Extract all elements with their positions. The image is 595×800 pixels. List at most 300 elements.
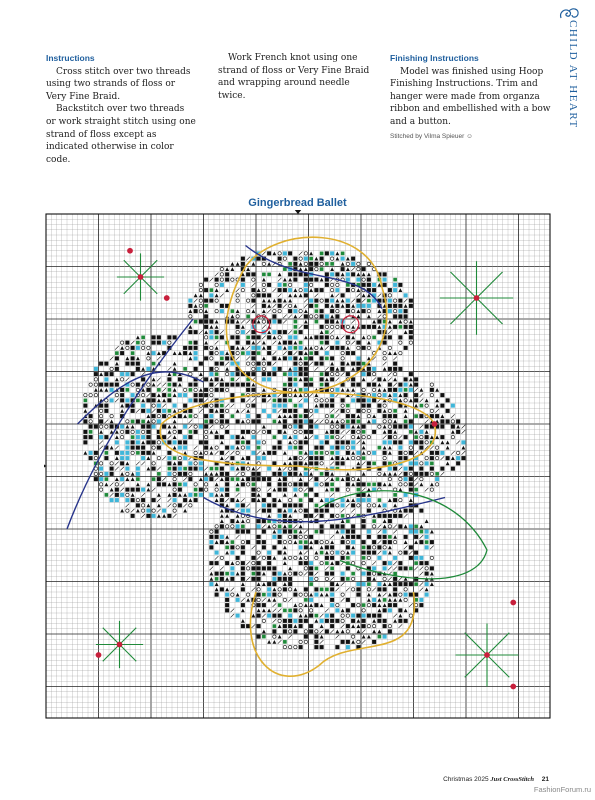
stitch-triangle (388, 472, 392, 476)
stitch-square (241, 262, 245, 266)
stitch-square (120, 461, 124, 465)
stitch-square (194, 467, 198, 471)
stitch-square (173, 482, 177, 486)
stitch-triangle (383, 409, 387, 413)
stitch-circle (341, 357, 344, 360)
stitch-green (304, 357, 308, 361)
stitch-square (162, 482, 166, 486)
stitch-square (246, 456, 250, 460)
stitch-square (346, 288, 350, 292)
stitch-square (220, 540, 224, 544)
stitch-cyan (283, 435, 287, 439)
stitch-circle (262, 362, 265, 365)
stitch-cyan (330, 603, 334, 607)
stitch-square (293, 461, 297, 465)
stitch-slash (420, 588, 424, 592)
stitch-circle (278, 252, 281, 255)
stitch-slash (189, 425, 193, 429)
stitch-triangle (320, 330, 324, 334)
stitch-circle (309, 609, 312, 612)
stitch-triangle (251, 383, 255, 387)
stitch-circle (89, 393, 92, 396)
stitch-cyan (346, 278, 350, 282)
stitch-slash (225, 362, 229, 366)
stitch-cyan (309, 577, 313, 581)
stitch-cyan (372, 566, 376, 570)
stitch-square (367, 461, 371, 465)
stitch-cyan (362, 572, 366, 576)
stitch-cyan (335, 551, 339, 555)
stitch-triangle (115, 435, 119, 439)
stitch-slash (126, 378, 130, 382)
stitch-slash (383, 435, 387, 439)
stitch-square (299, 503, 303, 507)
stitch-triangle (236, 409, 240, 413)
stitch-cyan (131, 393, 135, 397)
stitch-green (220, 357, 224, 361)
stitch-triangle (215, 483, 219, 487)
stitch-cyan (194, 351, 198, 355)
stitch-square (262, 566, 266, 570)
stitch-green (372, 519, 376, 523)
stitch-triangle (314, 393, 318, 397)
stitch-square (225, 356, 229, 360)
stitch-square (152, 498, 156, 502)
stitch-triangle (325, 593, 329, 597)
stitch-square (430, 540, 434, 544)
stitch-triangle (409, 399, 413, 403)
stitch-slash (304, 304, 308, 308)
stitch-square (178, 488, 182, 492)
stitch-circle (194, 425, 197, 428)
stitch-slash (288, 315, 292, 319)
stitch-square (299, 482, 303, 486)
stitch-triangle (183, 509, 187, 513)
stitch-square (341, 640, 345, 644)
stitch-cyan (251, 435, 255, 439)
stitch-triangle (146, 467, 150, 471)
stitch-green (378, 446, 382, 450)
stitch-circle (194, 462, 197, 465)
stitch-square (304, 514, 308, 518)
stitch-cyan (341, 572, 345, 576)
stitch-circle (204, 488, 207, 491)
stitch-cyan (262, 377, 266, 381)
stitch-green (299, 414, 303, 418)
stitch-square (115, 451, 119, 455)
stitch-square (456, 461, 460, 465)
stitch-circle (341, 420, 344, 423)
stitch-square (330, 430, 334, 434)
stitch-slash (241, 320, 245, 324)
stitch-square (115, 493, 119, 497)
stitch-cyan (304, 419, 308, 423)
stitch-circle (252, 367, 255, 370)
stitch-triangle (377, 309, 381, 313)
stitch-circle (325, 577, 328, 580)
stitch-cyan (110, 398, 114, 402)
stitch-triangle (304, 346, 308, 350)
stitch-cyan (246, 351, 250, 355)
stitch-circle (246, 362, 249, 365)
stitch-triangle (320, 603, 324, 607)
stitch-triangle (283, 451, 287, 455)
stitch-square (136, 383, 140, 387)
stitch-green (294, 320, 298, 324)
stitch-triangle (262, 309, 266, 313)
stitch-cyan (183, 393, 187, 397)
stitch-triangle (115, 378, 119, 382)
stitch-circle (430, 472, 433, 475)
stitch-square (330, 624, 334, 628)
stitch-triangle (262, 630, 266, 634)
stitch-green (136, 477, 140, 481)
stitch-square (251, 577, 255, 581)
stitch-circle (215, 488, 218, 491)
stitch-cyan (377, 582, 381, 586)
stitch-triangle (152, 451, 156, 455)
stitch-circle (288, 467, 291, 470)
stitch-square (356, 409, 360, 413)
stitch-circle (262, 441, 265, 444)
stitch-slash (236, 378, 240, 382)
stitch-square (283, 624, 287, 628)
stitch-square (146, 514, 150, 518)
stitch-triangle (299, 472, 303, 476)
stitch-slash (115, 467, 119, 471)
stitch-circle (152, 446, 155, 449)
stitch-triangle (409, 383, 413, 387)
stitch-circle (278, 336, 281, 339)
stitch-green (262, 273, 266, 277)
stitch-square (388, 435, 392, 439)
stitch-square (283, 330, 287, 334)
stitch-square (136, 488, 140, 492)
stitch-circle (362, 561, 365, 564)
stitch-green (257, 351, 261, 355)
stitch-circle (309, 283, 312, 286)
stitch-slash (404, 299, 408, 303)
stitch-slash (278, 409, 282, 413)
stitch-square (314, 335, 318, 339)
snowflake-bottom-right-ray (465, 655, 487, 677)
stitch-square (204, 414, 208, 418)
stitch-cyan (398, 309, 402, 313)
stitch-cyan (409, 425, 413, 429)
stitch-square (131, 440, 135, 444)
stitch-circle (220, 273, 223, 276)
stitch-square (293, 467, 297, 471)
stitch-square (104, 404, 108, 408)
stitch-circle (252, 278, 255, 281)
stitch-square (272, 461, 276, 465)
stitch-triangle (299, 393, 303, 397)
stitch-triangle (225, 588, 229, 592)
stitch-triangle (388, 593, 392, 597)
stitch-green (357, 420, 361, 424)
stitch-circle (283, 645, 286, 648)
stitch-slash (246, 357, 250, 361)
stitch-cyan (215, 551, 219, 555)
stitch-circle (383, 420, 386, 423)
stitch-circle (131, 383, 134, 386)
stitch-circle (194, 388, 197, 391)
stitch-triangle (346, 257, 350, 261)
stitch-triangle (309, 593, 313, 597)
stitch-square (346, 640, 350, 644)
stitch-triangle (283, 561, 287, 565)
stitch-square (152, 414, 156, 418)
stitch-green (325, 357, 329, 361)
stitch-circle (194, 483, 197, 486)
stitch-green (362, 430, 366, 434)
stitch-circle (420, 477, 423, 480)
stitch-circle (131, 451, 134, 454)
stitch-square (346, 440, 350, 444)
stitch-circle (435, 446, 438, 449)
stitch-circle (357, 640, 360, 643)
stitch-cyan (251, 346, 255, 350)
stitch-cyan (314, 482, 318, 486)
stitch-slash (357, 441, 361, 445)
stitch-square (225, 482, 229, 486)
stitch-square (440, 419, 444, 423)
stitch-slash (278, 640, 282, 644)
stitch-triangle (330, 540, 334, 544)
stitch-circle (315, 267, 318, 270)
stitch-square (293, 629, 297, 633)
stitch-cyan (262, 503, 266, 507)
stitch-square (330, 614, 334, 618)
stitch-green (210, 467, 214, 471)
stitch-circle (120, 378, 123, 381)
stitch-cyan (272, 535, 276, 539)
stitch-green (204, 420, 208, 424)
stitch-square (335, 645, 339, 649)
stitch-green (236, 477, 240, 481)
stitch-square (356, 535, 360, 539)
stitch-cyan (330, 251, 334, 255)
stitch-triangle (220, 493, 224, 497)
stitch-cyan (388, 309, 392, 313)
stitch-square (288, 409, 292, 413)
stitch-square (293, 472, 297, 476)
stitch-triangle (94, 388, 98, 392)
stitch-triangle (356, 315, 360, 319)
stitch-triangle (209, 572, 213, 576)
stitch-square (330, 598, 334, 602)
stitch-square (220, 435, 224, 439)
stitch-square (404, 509, 408, 513)
stitch-triangle (351, 336, 355, 340)
stitch-square (309, 614, 313, 618)
stitch-square (236, 435, 240, 439)
stitch-green (414, 435, 418, 439)
stitch-triangle (425, 588, 429, 592)
stitch-triangle (335, 299, 339, 303)
stitch-circle (215, 420, 218, 423)
stitch-green (189, 388, 193, 392)
stitch-square (356, 383, 360, 387)
stitch-cyan (325, 435, 329, 439)
stitch-cyan (341, 446, 345, 450)
stitch-circle (283, 598, 286, 601)
stitch-cyan (404, 593, 408, 597)
stitch-circle (152, 404, 155, 407)
stitch-triangle (335, 367, 339, 371)
stitch-circle (372, 572, 375, 575)
stitch-square (257, 414, 261, 418)
stitch-square (262, 498, 266, 502)
stitch-circle (131, 430, 134, 433)
stitch-square (383, 535, 387, 539)
stitch-triangle (215, 346, 219, 350)
stitch-green (320, 588, 324, 592)
stitch-slash (168, 504, 172, 508)
stitch-square (299, 272, 303, 276)
stitch-circle (325, 414, 328, 417)
stitch-square (372, 430, 376, 434)
stitch-slash (399, 624, 403, 628)
stitch-cyan (419, 556, 423, 560)
stitch-circle (262, 556, 265, 559)
stitch-square (262, 519, 266, 523)
stitch-triangle (257, 493, 261, 497)
stitch-circle (236, 561, 239, 564)
stitch-square (141, 446, 145, 450)
stitch-slash (351, 267, 355, 271)
stitch-cyan (230, 446, 234, 450)
stitch-square (335, 446, 339, 450)
stitch-square (299, 372, 303, 376)
stitch-cyan (393, 556, 397, 560)
stitch-slash (267, 399, 271, 403)
stitch-cyan (314, 409, 318, 413)
stitch-triangle (383, 483, 387, 487)
stitch-cyan (451, 404, 455, 408)
stitch-cyan (356, 278, 360, 282)
stitch-green (372, 462, 376, 466)
stitch-square (89, 414, 93, 418)
stitch-slash (162, 477, 166, 481)
stitch-square (304, 509, 308, 513)
stitch-square (283, 619, 287, 623)
stitch-square (398, 425, 402, 429)
stitch-triangle (419, 388, 423, 392)
stitch-square (288, 251, 292, 255)
stitch-cyan (136, 430, 140, 434)
stitch-square (404, 472, 408, 476)
stitch-triangle (356, 273, 360, 277)
stitch-square (83, 440, 87, 444)
stitch-triangle (293, 315, 297, 319)
stitch-cyan (230, 566, 234, 570)
stitch-triangle (414, 540, 418, 544)
stitch-square (225, 472, 229, 476)
stitch-square (351, 257, 355, 261)
stitch-slash (378, 530, 382, 534)
stitch-circle (430, 393, 433, 396)
stitch-cyan (367, 304, 371, 308)
stitch-circle (257, 488, 260, 491)
chart-title: Gingerbread Ballet (248, 197, 347, 209)
stitch-cyan (293, 309, 297, 313)
stitch-slash (257, 451, 261, 455)
stitch-slash (383, 362, 387, 366)
instructions-paragraph-1: Cross stitch over two threads using two strands of floss or Very Fine Braid. (46, 66, 191, 102)
stitch-triangle (377, 598, 381, 602)
stitch-triangle (372, 320, 376, 324)
stitch-square (430, 451, 434, 455)
stitch-square (304, 278, 308, 282)
stitch-slash (183, 477, 187, 481)
stitch-triangle (262, 341, 266, 345)
stitch-slash (304, 530, 308, 534)
stitch-square (309, 267, 313, 271)
stitch-square (409, 304, 413, 308)
stitch-green (367, 582, 371, 586)
stitch-green (299, 498, 303, 502)
stitch-circle (199, 309, 202, 312)
stitch-circle (325, 451, 328, 454)
stitch-slash (299, 252, 303, 256)
stitch-slash (330, 462, 334, 466)
stitch-slash (231, 404, 235, 408)
stitch-cyan (383, 503, 387, 507)
stitch-cyan (288, 288, 292, 292)
stitch-square (215, 388, 219, 392)
stitch-triangle (236, 519, 240, 523)
stitch-square (220, 414, 224, 418)
stitch-slash (215, 273, 219, 277)
stitch-slash (404, 514, 408, 518)
stitch-square (309, 383, 313, 387)
stitch-slash (430, 546, 434, 550)
stitch-square (409, 556, 413, 560)
stitch-square (414, 535, 418, 539)
stitch-square (346, 535, 350, 539)
stitch-square (283, 530, 287, 534)
stitch-green (194, 320, 198, 324)
stitch-cyan (120, 493, 124, 497)
stitch-square (146, 435, 150, 439)
stitch-cyan (152, 514, 156, 518)
stitch-cyan (309, 561, 313, 565)
stitch-triangle (404, 609, 408, 613)
stitch-circle (315, 577, 318, 580)
stitch-slash (362, 630, 366, 634)
stitch-triangle (341, 609, 345, 613)
stitch-triangle (125, 425, 129, 429)
stitch-circle (199, 288, 202, 291)
stitch-square (178, 430, 182, 434)
stitch-square (351, 383, 355, 387)
stitch-triangle (388, 546, 392, 550)
stitch-square (404, 314, 408, 318)
stitch-square (209, 535, 213, 539)
stitch-circle (262, 283, 265, 286)
instructions-heading: Instructions (46, 53, 95, 63)
stitch-square (398, 440, 402, 444)
stitch-triangle (320, 546, 324, 550)
stitch-triangle (178, 383, 182, 387)
stitch-triangle (383, 472, 387, 476)
stitch-square (320, 335, 324, 339)
stitch-square (419, 440, 423, 444)
stitch-circle (126, 346, 129, 349)
stitch-square (157, 482, 161, 486)
stitch-circle (189, 504, 192, 507)
